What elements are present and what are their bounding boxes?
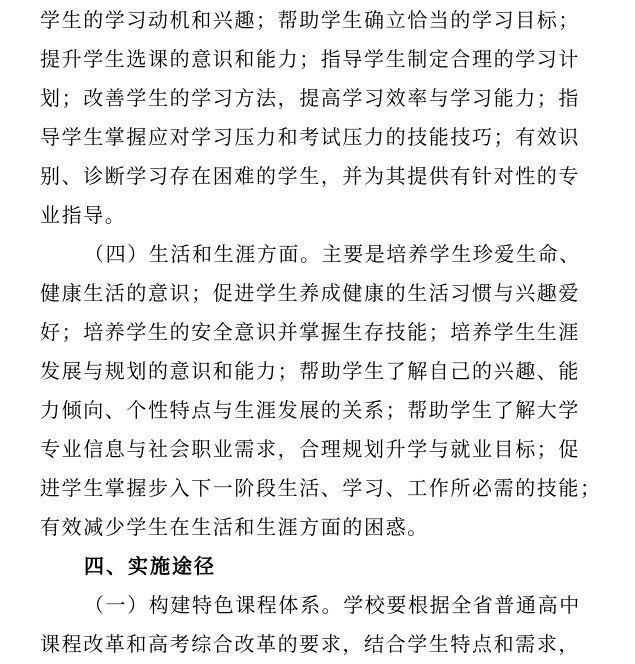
paragraph-line: 有效减少学生在生活和生涯方面的困惑。 [40, 515, 429, 539]
section-heading: 四、实施途径 [84, 554, 216, 578]
paragraph-line: 学生的学习动机和兴趣；帮助学生确立恰当的学习目标； [40, 8, 580, 32]
section-lead-line: （一）构建特色课程体系。学校要根据全省普通高中 [84, 593, 581, 617]
paragraph-line: 好；培养学生的安全意识并掌握生存技能；培养学生生涯 [40, 320, 580, 344]
paragraph-line: 健康生活的意识；促进学生养成健康的生活习惯与兴趣爱 [40, 281, 580, 305]
paragraph-line: 提升学生选课的意识和能力；指导学生制定合理的学习计 [40, 47, 580, 71]
paragraph-line: 专业信息与社会职业需求，合理规划升学与就业目标；促 [40, 437, 580, 461]
paragraph-line: 业指导。 [40, 203, 127, 227]
paragraph-line: 力倾向、个性特点与生涯发展的关系；帮助学生了解大学 [40, 398, 580, 422]
paragraph-line: 导学生掌握应对学习压力和考试压力的技能技巧；有效识 [40, 125, 580, 149]
paragraph-line: 课程改革和高考综合改革的要求，结合学生特点和需求， [40, 632, 580, 656]
paragraph-line: 发展与规划的意识和能力；帮助学生了解自己的兴趣、能 [40, 359, 580, 383]
section-lead-line: （四）生活和生涯方面。主要是培养学生珍爱生命、 [84, 242, 581, 266]
paragraph-line: 划；改善学生的学习方法，提高学习效率与学习能力；指 [40, 86, 580, 110]
paragraph-line: 进学生掌握步入下一阶段生活、学习、工作所必需的技能； [40, 476, 602, 500]
paragraph-line: 别、诊断学习存在困难的学生，并为其提供有针对性的专 [40, 164, 580, 188]
